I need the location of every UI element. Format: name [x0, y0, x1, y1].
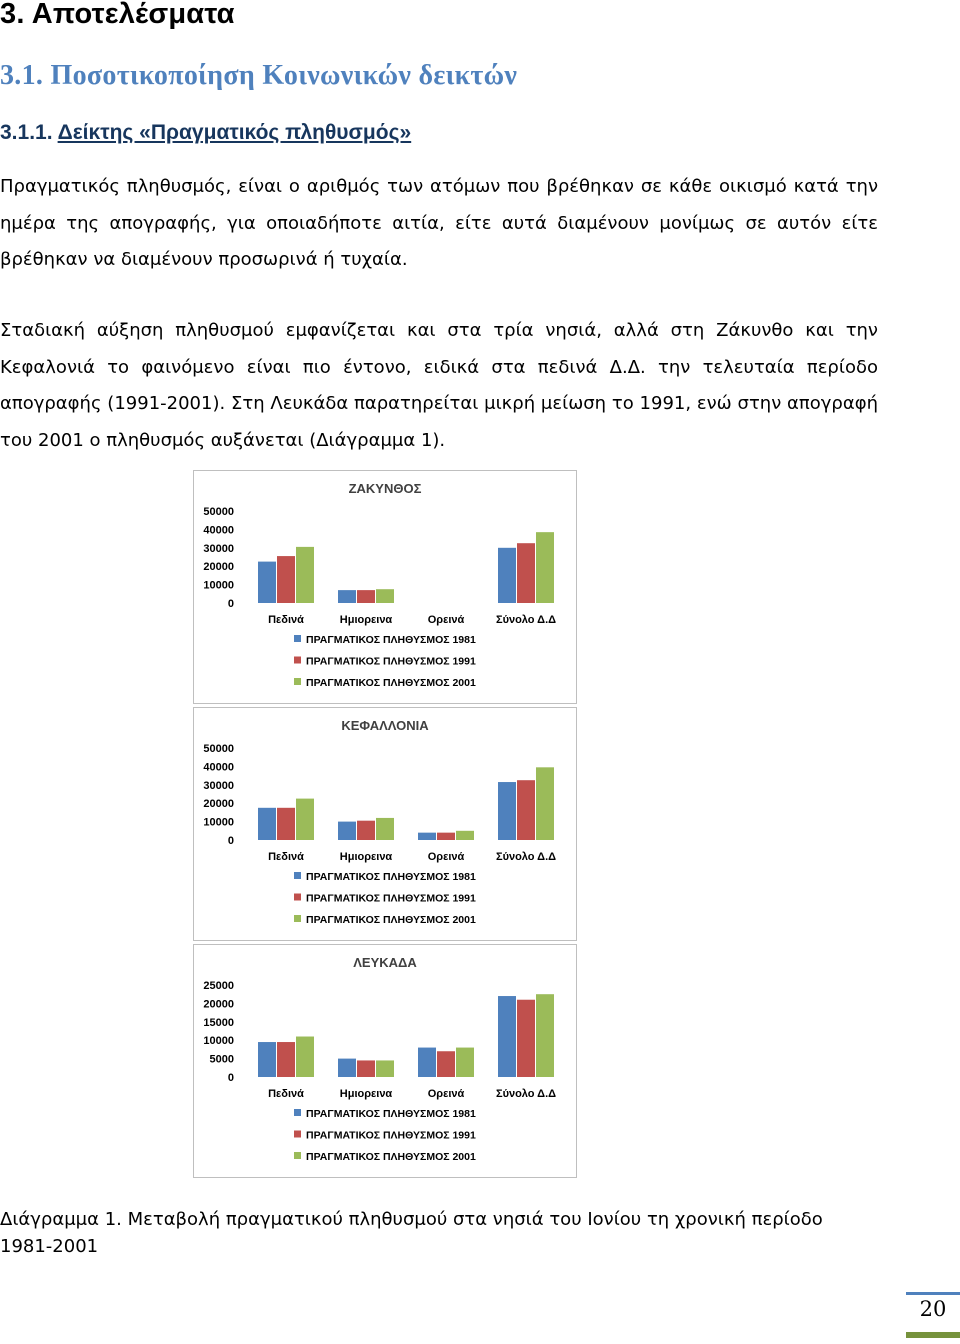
bar [437, 833, 455, 840]
legend-swatch [294, 678, 301, 685]
x-tick-label: Ορεινά [427, 614, 465, 626]
y-tick-label: 15000 [203, 1016, 234, 1029]
subsection-heading: 3.1. Ποσοτικοποίηση Κοινωνικών δεικτών [0, 60, 518, 91]
bar [376, 1060, 394, 1077]
bar [498, 996, 516, 1077]
y-tick-label: 0 [227, 598, 234, 610]
bar [498, 782, 516, 840]
legend-label: ΠΡΑΓΜΑΤΙΚΟΣ ΠΛΗΘΥΣΜΟΣ 2001 [306, 914, 476, 926]
bar [357, 821, 375, 840]
y-tick-label: 20000 [203, 798, 234, 811]
bar [277, 1042, 295, 1077]
chart-title: ΖΑΚΥΝΘΟΣ [348, 481, 422, 496]
bar [357, 1060, 375, 1077]
legend-label: ΠΡΑΓΜΑΤΙΚΟΣ ΠΛΗΘΥΣΜΟΣ 2001 [306, 1151, 476, 1163]
legend-label: ΠΡΑΓΜΑΤΙΚΟΣ ΠΛΗΘΥΣΜΟΣ 1981 [306, 871, 476, 883]
bar [498, 548, 516, 603]
chart-lefkada [193, 944, 577, 1178]
bar [296, 799, 314, 840]
bar [338, 590, 356, 603]
x-tick-label: Ορεινά [427, 851, 465, 863]
bar [437, 1051, 455, 1077]
x-tick-label: Σύνολο Δ.Δ [495, 1088, 557, 1100]
legend-swatch [294, 1109, 301, 1116]
chart-zakynthos [193, 470, 577, 704]
page-number-block [906, 1292, 960, 1338]
bar [517, 1000, 535, 1077]
x-tick-label: Πεδινά [268, 1088, 304, 1100]
chart-kefallonia [193, 707, 577, 941]
subsubsection-title: Δείκτης «Πραγματικός πληθυσμός» [57, 121, 412, 144]
bar [376, 589, 394, 603]
paragraph-definition: Πραγματικός πληθυσμός, είναι ο αριθμός των ατόμων που βρέθηκαν σε κάθε οικισμό κατά την ημέρα της απογραφής, για οποιαδήποτε αιτία, είτε αυτά διαμένουν μονίμως σε αυτόν είτε βρέθηκαν να διαμένουν προσωρινά ή τυχαία. [0, 176, 878, 270]
bar [296, 1037, 314, 1077]
bar [418, 833, 436, 840]
legend-swatch [294, 1131, 301, 1138]
bar [517, 780, 535, 840]
x-tick-label: Ορεινά [427, 1088, 465, 1100]
legend-label: ΠΡΑΓΜΑΤΙΚΟΣ ΠΛΗΘΥΣΜΟΣ 1991 [306, 655, 476, 668]
subsubsection-heading [0, 121, 411, 145]
legend-label: ΠΡΑΓΜΑΤΙΚΟΣ ΠΛΗΘΥΣΜΟΣ 1991 [306, 1129, 476, 1142]
legend-label: ΠΡΑΓΜΑΤΙΚΟΣ ΠΛΗΘΥΣΜΟΣ 1981 [306, 1108, 476, 1120]
bar [536, 532, 554, 603]
y-tick-label: 25000 [203, 980, 234, 992]
bar [456, 1048, 474, 1077]
chart-title: ΚΕΦΑΛΛΟΝΙΑ [341, 718, 429, 733]
chart-zakynthos-svg [194, 471, 576, 703]
legend-swatch [294, 1152, 301, 1159]
subsubsection-number: 3.1.1. [0, 121, 58, 144]
bar [277, 556, 295, 603]
legend-label: ΠΡΑΓΜΑΤΙΚΟΣ ΠΛΗΘΥΣΜΟΣ 2001 [306, 677, 476, 689]
x-tick-label: Ημιορεινα [339, 614, 393, 626]
y-tick-label: 50000 [203, 743, 234, 755]
y-tick-label: 10000 [203, 1035, 234, 1048]
x-tick-label: Ημιορεινα [339, 1088, 393, 1100]
bar [258, 808, 276, 840]
bar [536, 994, 554, 1077]
paragraph-trend: Σταδιακή αύξηση πληθυσμού εμφανίζεται και στα τρία νησιά, αλλά στη Ζάκυνθο και την Κεφαλονιά το φαινόμενο είναι πιο έντονο, ειδικά στα πεδινά Δ.Δ. την τελευταία περίοδο απογραφής (1991-2001). Στη Λευκάδα παρατηρείται μικρή μείωση το 1991, ενώ στην απογραφή του 2001 ο πληθυσμός αυξάνεται (Διάγραμμα 1). [0, 320, 878, 451]
bar [536, 767, 554, 840]
bar [338, 1059, 356, 1077]
y-tick-label: 20000 [203, 998, 234, 1011]
y-tick-label: 40000 [203, 524, 234, 537]
legend-label: ΠΡΑΓΜΑΤΙΚΟΣ ΠΛΗΘΥΣΜΟΣ 1991 [306, 892, 476, 905]
y-tick-label: 30000 [203, 542, 234, 555]
bar [357, 590, 375, 603]
bar [258, 562, 276, 603]
y-tick-label: 5000 [209, 1053, 234, 1066]
legend-swatch [294, 915, 301, 922]
y-tick-label: 10000 [203, 816, 234, 829]
chart-title: ΛΕΥΚΑΔΑ [353, 955, 417, 970]
figure-caption: Διάγραμμα 1. Μεταβολή πραγματικού πληθυσμού στα νησιά του Ιονίου τη χρονική περίοδο 1981-2001 [0, 1209, 823, 1257]
page-number: 20 [919, 1297, 947, 1321]
y-tick-label: 30000 [203, 779, 234, 792]
bar [376, 818, 394, 840]
bar [456, 831, 474, 840]
y-tick-label: 0 [227, 1072, 234, 1084]
chart-kefallonia-svg [194, 708, 576, 940]
y-tick-label: 50000 [203, 506, 234, 518]
chart-lefkada-svg [194, 945, 576, 1177]
legend-swatch [294, 894, 301, 901]
bar [517, 543, 535, 603]
page-number-top-rule [906, 1292, 960, 1295]
y-tick-label: 0 [227, 835, 234, 847]
x-tick-label: Σύνολο Δ.Δ [495, 614, 557, 626]
bar [418, 1048, 436, 1077]
bar [296, 547, 314, 603]
x-tick-label: Σύνολο Δ.Δ [495, 851, 557, 863]
y-tick-label: 40000 [203, 761, 234, 774]
legend-label: ΠΡΑΓΜΑΤΙΚΟΣ ΠΛΗΘΥΣΜΟΣ 1981 [306, 634, 476, 646]
legend-swatch [294, 657, 301, 664]
y-tick-label: 10000 [203, 579, 234, 592]
section-heading: 3. Αποτελέσματα [0, 0, 235, 30]
x-tick-label: Πεδινά [268, 614, 304, 626]
bar [258, 1042, 276, 1077]
bar [338, 822, 356, 840]
bar [277, 808, 295, 840]
y-tick-label: 20000 [203, 561, 234, 574]
legend-swatch [294, 872, 301, 879]
x-tick-label: Ημιορεινα [339, 851, 393, 863]
legend-swatch [294, 635, 301, 642]
page-number-bottom-rule [906, 1332, 960, 1338]
x-tick-label: Πεδινά [268, 851, 304, 863]
